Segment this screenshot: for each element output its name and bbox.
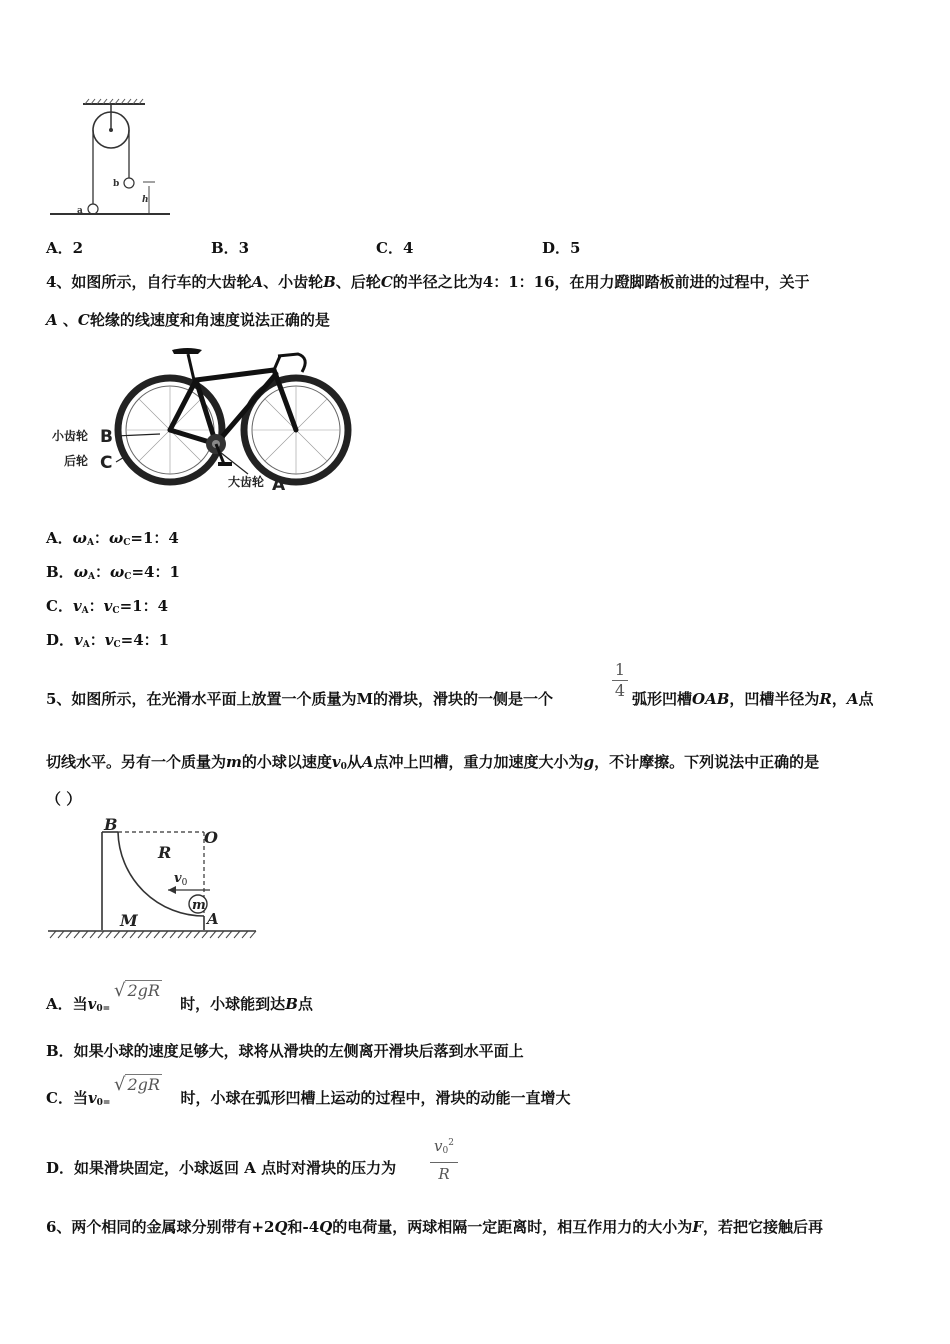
block-m-label: M: [120, 911, 138, 930]
ball-a-label: a: [77, 206, 83, 216]
radius-label: R: [158, 843, 172, 862]
fraction-numerator: $v_0^2$: [434, 1137, 454, 1156]
big-gear-letter: A: [272, 475, 286, 495]
q6-stem-line1: 6、两个相同的金属球分别带有+2Q和-4Q的电荷量，两球相隔一定距离时，相互作用力的大小为F，若把它接触后再: [46, 1218, 823, 1236]
q5-option-d-fraction: [430, 1132, 458, 1185]
q3-option-b[interactable]: B．3: [211, 239, 250, 257]
q4-option-d[interactable]: D．$v_A$：$v_C=4$：1: [46, 631, 170, 650]
point-o-label: O: [204, 828, 218, 847]
q5-stem-line3: （ ）: [46, 790, 82, 808]
ball-m-label: m: [192, 898, 206, 913]
q5-stem-line2: 切线水平。另有一个质量为m的小球以速度$v_0$从A点冲上凹槽，重力加速度大小为g，不计摩擦。下列说法中正确的是: [46, 753, 820, 772]
q4-option-b[interactable]: B．$\omega_A$：$\omega_C=4$：1: [46, 563, 180, 582]
groove-figure: [44, 814, 260, 942]
q3-option-a[interactable]: A．2: [46, 239, 84, 257]
q5-option-b[interactable]: B．如果小球的速度足够大，球将从滑块的左侧离开滑块后落到水平面上: [46, 1042, 524, 1060]
q5-option-a-sqrt: √ 2gR: [114, 980, 160, 1001]
q4-option-c[interactable]: C．$v_A$：$v_C=1$：4: [46, 597, 169, 616]
q5-option-d[interactable]: D．如果滑块固定，小球返回 A 点时对滑块的压力为: [46, 1159, 397, 1177]
velocity-label: $v_0$: [174, 871, 188, 888]
ball-b-label: b: [113, 179, 120, 189]
bicycle-figure: [48, 340, 354, 498]
small-gear-label: 小齿轮: [52, 429, 89, 443]
point-a-label: A: [207, 910, 219, 928]
q4-stem-line2: A 、C轮缘的线速度和角速度说法正确的是: [46, 311, 330, 329]
fraction-numerator: 1: [614, 660, 626, 679]
q5-stem-line1a: 5、如图所示，在光滑水平面上放置一个质量为M的滑块，滑块的一侧是一个: [46, 690, 554, 708]
rear-wheel-label: 后轮: [64, 454, 89, 468]
q4-option-a[interactable]: A．$\omega_A$：$\omega_C=1$：4: [46, 529, 179, 548]
q5-stem-line1b: 弧形凹槽OAB，凹槽半径为R，A点: [632, 690, 874, 708]
pulley-figure: [45, 96, 175, 222]
q5-option-a[interactable]: A．当$v_{0=}$ 时，小球能到达B点: [46, 995, 313, 1014]
fraction-denominator: R: [438, 1165, 450, 1183]
q5-option-c[interactable]: C．当$v_{0=}$ 时，小球在弧形凹槽上运动的过程中，滑块的动能一直增大: [46, 1089, 571, 1108]
rear-wheel-letter: C: [100, 453, 113, 473]
height-label: h: [142, 195, 149, 205]
fraction-denominator: 4: [614, 681, 626, 700]
small-gear-letter: B: [100, 427, 113, 447]
q3-option-c[interactable]: C．4: [376, 239, 414, 257]
q5-option-c-sqrt: √ 2gR: [114, 1074, 160, 1095]
q3-option-d[interactable]: D．5: [542, 239, 581, 257]
big-gear-label: 大齿轮: [228, 475, 265, 489]
q4-stem-line1: 4、如图所示，自行车的大齿轮A、小齿轮B、后轮C的半径之比为4：1：16，在用力蹬脚踏板前进的过程中，关于: [46, 273, 810, 291]
point-b-label: B: [104, 815, 118, 834]
q5-quarter-fraction: [612, 660, 628, 701]
